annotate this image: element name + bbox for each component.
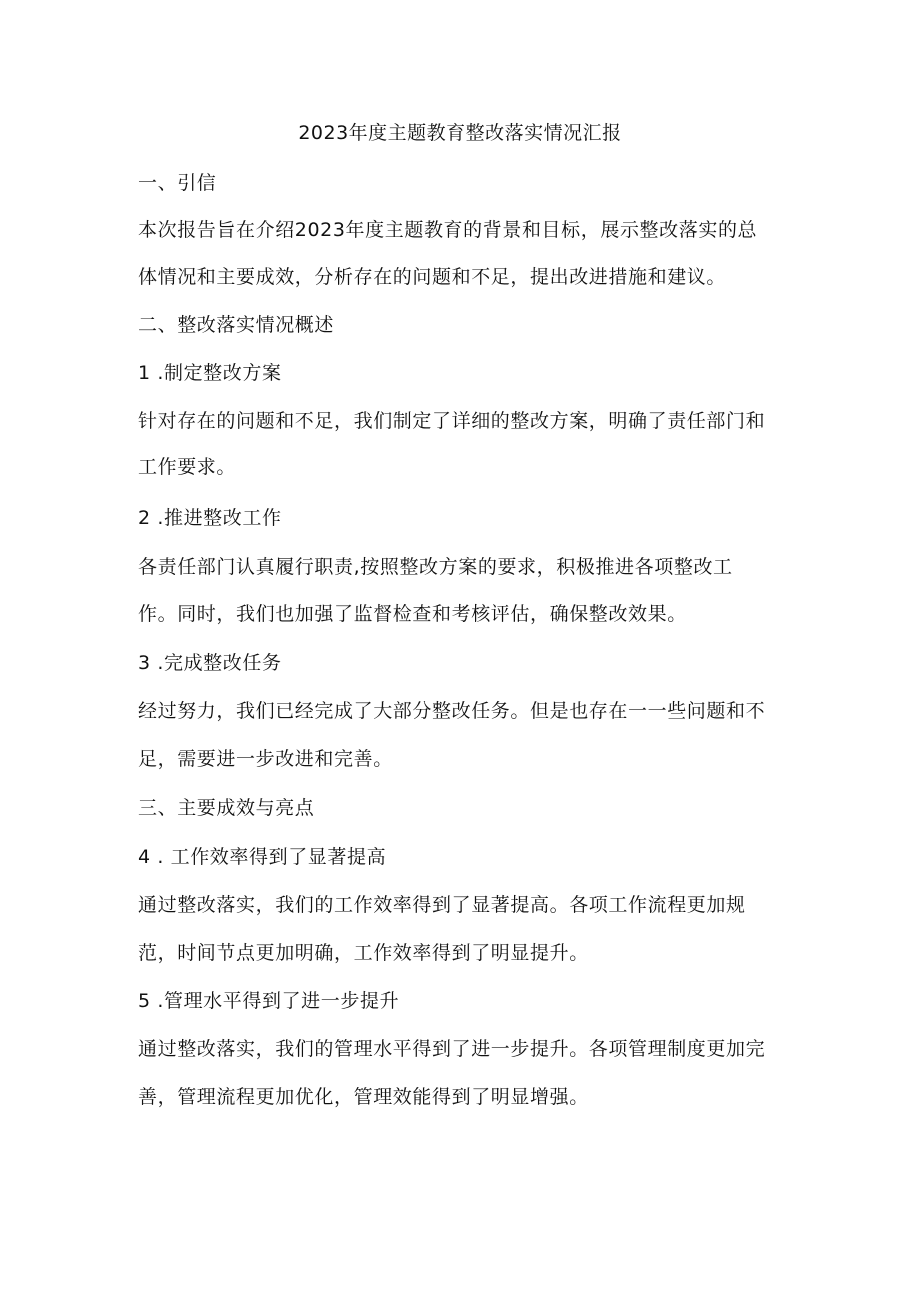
item-2-paragraph-line-1: 各责任部门认真履行职责,按照整改方案的要求，积极推进各项整改工 (138, 556, 733, 578)
item-1-heading: 1 .制定整改方案 (138, 362, 282, 384)
section-1-paragraph-line-1: 本次报告旨在介绍2023年度主题教育的背景和目标，展示整改落实的总 (138, 219, 758, 241)
item-1-paragraph-line-2: 工作要求。 (138, 456, 237, 478)
item-5-paragraph-line-2: 善，管理流程更加优化，管理效能得到了明显增强。 (138, 1086, 589, 1108)
item-3-paragraph-line-1: 经过努力，我们已经完成了大部分整改任务。但是也存在一一些问题和不 (138, 700, 766, 722)
item-4-paragraph-line-1: 通过整改落实，我们的工作效率得到了显著提高。各项工作流程更加规 (138, 894, 746, 916)
item-5-heading: 5 .管理水平得到了进一步提升 (138, 990, 400, 1012)
item-4-heading: 4 . 工作效率得到了显著提高 (138, 846, 387, 868)
item-3-heading: 3 .完成整改任务 (138, 652, 282, 674)
item-2-paragraph-line-2: 作。同时，我们也加强了监督检查和考核评估，确保整改效果。 (138, 603, 687, 625)
section-1-heading: 一、引信 (138, 172, 217, 194)
section-1-paragraph-line-2: 体情况和主要成效，分析存在的问题和不足，提出改进措施和建议。 (138, 266, 727, 288)
item-2-heading: 2 .推进整改工作 (138, 507, 282, 529)
item-1-paragraph-line-1: 针对存在的问题和不足，我们制定了详细的整改方案，明确了责任部门和 (138, 410, 766, 432)
document-title: 2023年度主题教育整改落实情况汇报 (298, 122, 622, 144)
section-2-heading: 二、整改落实情况概述 (138, 314, 335, 336)
item-3-paragraph-line-2: 足，需要进一步改进和完善。 (138, 748, 393, 770)
item-4-paragraph-line-2: 范，时间节点更加明确，工作效率得到了明显提升。 (138, 942, 589, 964)
section-3-heading: 三、主要成效与亮点 (138, 797, 315, 819)
item-5-paragraph-line-1: 通过整改落实，我们的管理水平得到了进一步提升。各项管理制度更加完 (138, 1038, 766, 1060)
